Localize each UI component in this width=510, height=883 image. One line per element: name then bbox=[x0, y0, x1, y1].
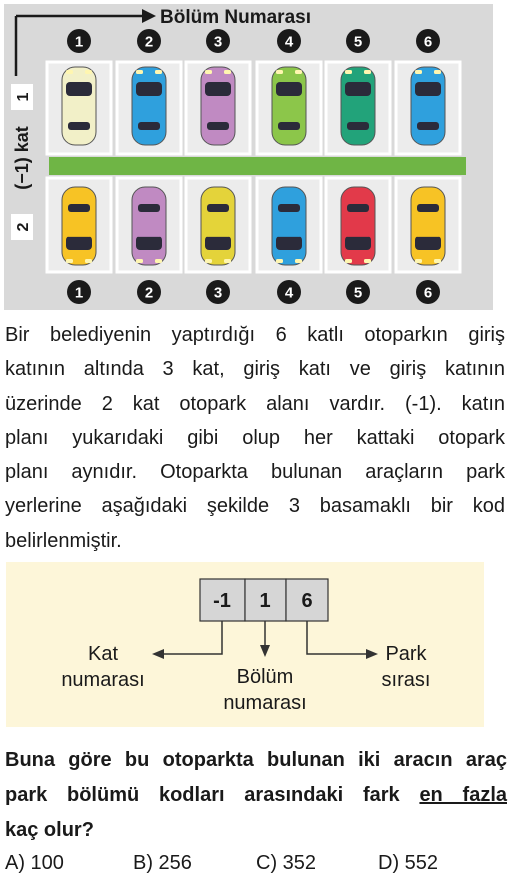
car-windshield bbox=[276, 82, 302, 96]
slot-number-bottom-2 bbox=[137, 280, 161, 304]
car-light bbox=[276, 70, 283, 74]
question-line: Buna göre bu otoparkta bulunan iki aracın araç bbox=[5, 749, 507, 771]
parking-lot-figure bbox=[4, 4, 493, 310]
slot-number-top-2 bbox=[137, 29, 161, 53]
car-rear-window bbox=[278, 122, 300, 130]
slot-number-label: 5 bbox=[353, 284, 363, 302]
car-top-2 bbox=[132, 67, 166, 145]
slot-number-top-4 bbox=[277, 29, 301, 53]
slot-number-bottom-4 bbox=[277, 280, 301, 304]
car-light bbox=[205, 70, 212, 74]
option-a[interactable]: A) 100 bbox=[5, 852, 64, 874]
car-rear-window bbox=[347, 204, 369, 212]
car-light bbox=[434, 70, 441, 74]
car-light bbox=[224, 70, 231, 74]
question-emphasis: en fazla bbox=[419, 784, 507, 806]
car-light bbox=[66, 70, 73, 74]
car-light bbox=[205, 259, 212, 263]
paragraph-line: Bir belediyenin yaptırdığı 6 katlı otoparkın giriş bbox=[5, 324, 505, 346]
car-bottom-1 bbox=[62, 187, 96, 265]
car-roof bbox=[344, 217, 372, 237]
slot-number-label: 4 bbox=[284, 284, 294, 302]
label-bolum-2: numarası bbox=[223, 692, 307, 714]
paragraph-line: yerlerine aşağıdaki şekilde 3 basamaklı bir kod bbox=[5, 495, 505, 518]
slot-number-top-1 bbox=[67, 29, 91, 53]
code-diagram-svg bbox=[6, 562, 484, 727]
code-cells bbox=[200, 579, 328, 621]
car-windshield bbox=[66, 82, 92, 96]
car-windshield bbox=[136, 236, 162, 250]
slot-number-label: 4 bbox=[284, 33, 294, 51]
car-light bbox=[66, 259, 73, 263]
car-light bbox=[155, 70, 162, 74]
car-rear-window bbox=[347, 122, 369, 130]
car-light bbox=[415, 259, 422, 263]
slot-number-label: 6 bbox=[423, 33, 433, 51]
car-roof bbox=[275, 97, 303, 117]
car-light bbox=[415, 70, 422, 74]
label-bolum-1: Bölüm bbox=[236, 666, 294, 688]
car-roof bbox=[65, 217, 93, 237]
arrowhead-section bbox=[260, 645, 270, 657]
car-roof bbox=[275, 217, 303, 237]
car-roof bbox=[414, 97, 442, 117]
slot-number-top-6 bbox=[416, 29, 440, 53]
car-rear-window bbox=[138, 204, 160, 212]
car-windshield bbox=[345, 236, 371, 250]
car-windshield bbox=[276, 236, 302, 250]
slot-number-label: 2 bbox=[144, 33, 154, 51]
row-label-1: 1 bbox=[15, 92, 32, 102]
car-rear-window bbox=[278, 204, 300, 212]
car-windshield bbox=[205, 236, 231, 250]
paragraph-line: planı aynıdır. Otoparkta bulunan araçların park bbox=[5, 461, 505, 484]
car-top-4 bbox=[272, 67, 306, 145]
arrowhead-slot bbox=[366, 649, 378, 659]
car-light bbox=[364, 259, 371, 263]
label-kat-1: Kat bbox=[87, 643, 119, 665]
problem-paragraph bbox=[5, 318, 505, 558]
car-light bbox=[85, 259, 92, 263]
car-windshield bbox=[205, 82, 231, 96]
slot-number-label: 3 bbox=[213, 284, 223, 302]
car-top-3 bbox=[201, 67, 235, 145]
slot-number-bottom-5 bbox=[346, 280, 370, 304]
label-park-2: sırası bbox=[381, 669, 431, 691]
slot-number-label: 2 bbox=[144, 284, 154, 302]
car-roof bbox=[414, 217, 442, 237]
car-windshield bbox=[415, 82, 441, 96]
answer-options bbox=[5, 852, 505, 882]
car-top-1 bbox=[62, 67, 96, 145]
car-light bbox=[224, 259, 231, 263]
car-light bbox=[136, 259, 143, 263]
slot-number-top-5 bbox=[346, 29, 370, 53]
slot-number-label: 3 bbox=[213, 33, 223, 51]
car-light bbox=[295, 70, 302, 74]
car-light bbox=[155, 259, 162, 263]
code-diagram bbox=[6, 562, 484, 727]
slot-number-top-3 bbox=[206, 29, 230, 53]
car-roof bbox=[204, 217, 232, 237]
car-rear-window bbox=[207, 122, 229, 130]
label-park-1: Park bbox=[385, 643, 427, 665]
paragraph-line: belirlenmiştir. bbox=[5, 529, 122, 552]
car-windshield bbox=[136, 82, 162, 96]
arrow-to-floor bbox=[164, 621, 222, 654]
car-light bbox=[276, 259, 283, 263]
car-bottom-3 bbox=[201, 187, 235, 265]
car-rear-window bbox=[207, 204, 229, 212]
option-c[interactable]: C) 352 bbox=[256, 852, 317, 874]
slot-number-label: 1 bbox=[74, 33, 84, 51]
question-line bbox=[5, 778, 507, 813]
car-light bbox=[85, 70, 92, 74]
slot-number-label: 5 bbox=[353, 33, 363, 51]
car-bottom-4 bbox=[272, 187, 306, 265]
question-line: kaç olur? bbox=[5, 819, 94, 841]
car-roof bbox=[135, 97, 163, 117]
floor-label: (−1) kat bbox=[12, 126, 32, 190]
slot-number-bottom-1 bbox=[67, 280, 91, 304]
slot-number-bottom-3 bbox=[206, 280, 230, 304]
driving-lane bbox=[49, 157, 466, 175]
paragraph-line: katının altında 3 kat, giriş katı ve giriş katının bbox=[5, 358, 505, 381]
code-value-floor: -1 bbox=[213, 590, 231, 612]
car-windshield bbox=[66, 236, 92, 250]
car-windshield bbox=[345, 82, 371, 96]
car-rear-window bbox=[68, 122, 90, 130]
car-bottom-5 bbox=[341, 187, 375, 265]
code-value-slot: 6 bbox=[301, 590, 313, 612]
car-roof bbox=[204, 97, 232, 117]
arrow-to-slot bbox=[307, 621, 366, 654]
car-light bbox=[136, 70, 143, 74]
car-light bbox=[345, 259, 352, 263]
arrowhead-floor bbox=[152, 649, 164, 659]
question-text: park bölümü kodları arasındaki fark bbox=[5, 784, 420, 806]
slot-number-label: 6 bbox=[423, 284, 433, 302]
car-light bbox=[364, 70, 371, 74]
label-kat-2: numarası bbox=[61, 669, 145, 691]
car-bottom-6 bbox=[411, 187, 445, 265]
row-label-2: 2 bbox=[15, 222, 32, 232]
car-top-5 bbox=[341, 67, 375, 145]
car-rear-window bbox=[68, 204, 90, 212]
car-bottom-2 bbox=[132, 187, 166, 265]
car-light bbox=[345, 70, 352, 74]
car-roof bbox=[65, 97, 93, 117]
slot-number-label: 1 bbox=[74, 284, 84, 302]
car-rear-window bbox=[417, 204, 439, 212]
car-roof bbox=[135, 217, 163, 237]
paragraph-line: üzerinde 2 kat otopark alanı vardır. (-1). katın bbox=[5, 392, 505, 415]
car-top-6 bbox=[411, 67, 445, 145]
option-b[interactable]: B) 256 bbox=[133, 852, 192, 874]
car-roof bbox=[344, 97, 372, 117]
car-windshield bbox=[415, 236, 441, 250]
car-light bbox=[295, 259, 302, 263]
car-rear-window bbox=[417, 122, 439, 130]
section-number-header: Bölüm Numarası bbox=[160, 7, 311, 28]
slot-number-bottom-6 bbox=[416, 280, 440, 304]
car-rear-window bbox=[138, 122, 160, 130]
option-d[interactable]: D) 552 bbox=[378, 852, 439, 874]
paragraph-line: planı yukarıdaki gibi olup her kattaki otopark bbox=[5, 426, 505, 449]
question bbox=[5, 743, 507, 848]
code-value-section: 1 bbox=[259, 590, 271, 612]
car-light bbox=[434, 259, 441, 263]
